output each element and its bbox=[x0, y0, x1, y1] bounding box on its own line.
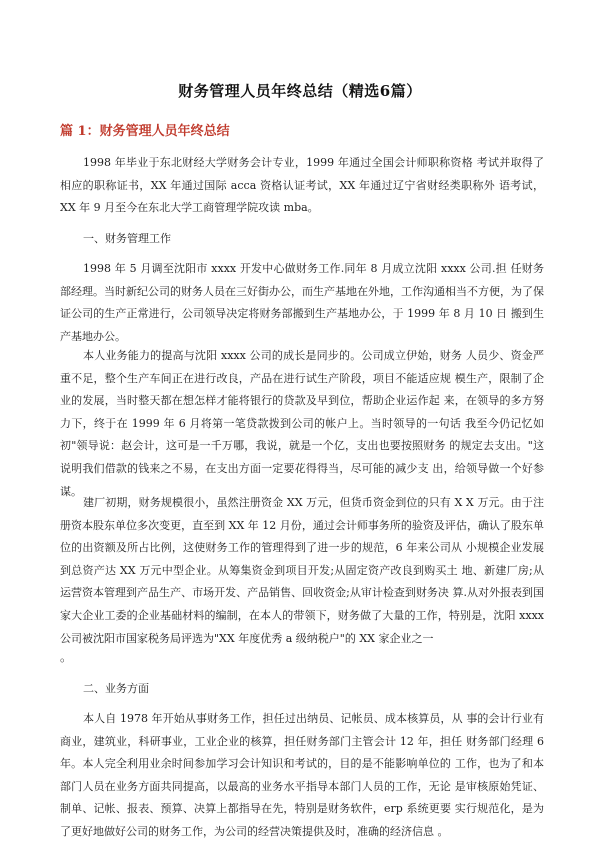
document-title: 财务管理人员年终总结（精选6篇） bbox=[178, 82, 422, 100]
trailing-period: 。 bbox=[60, 650, 73, 664]
paragraph-business-experience: 本人自 1978 年开始从事财务工作，担任过出纳员、记帐员、成本核算员，从 事的会计行业有商业，建筑业，科研事业，工业企业的核算，担任财务部门主管会计 12 年，担任 财务部门经理 6 年。本人完全利用业余时间参加学习会计知识和考试的，目的是不能影响单位的 工作，也为了和本部门人员在业务方面共同提高，以最高的业务水平指导本部门人员的工作，无论 是审核原始凭证、制单、记帐、报表、预算、决算上都指导在先，特别是财务软件，erp 系统更要 实行规范化，是为了更好地做好公司的财务工作，为公司的经营决策提供及时，准确的经济信息 。 bbox=[60, 712, 544, 838]
section-title: 篇 1：财务管理人员年终总结 bbox=[60, 124, 230, 139]
heading-financial-management: 一、财务管理工作 bbox=[83, 232, 171, 245]
paragraph-capability: 本人业务能力的提高与沈阳 xxxx 公司的成长是同步的。公司成立伊始，财务 人员少、资金严重不足，整个生产车间正在进行改良，产品在进行试生产阶段，项目不能适应规 模生产，限制了企业的发展，当时整天都在想怎样才能将银行的贷款及早到位，帮助企业运作起 来，在领导的多方努力下，终于在 1999 年 6 月将第一笔贷款拨到公司的帐户上。当时领导的一句话 我至今仍记忆如初"领导说：赵会计，这可是一千万哪，我说，就是一个亿，支出也要按照财务 的规定去支出。"这说明我们借款的钱来之不易，在支出方面一定要花得得当，尽可能的减少支 出，给领导做一个好参谋。 bbox=[60, 349, 544, 498]
heading-business: 二、业务方面 bbox=[83, 682, 149, 695]
paragraph-early-stage: 建厂初期，财务规模很小，虽然注册资金 XX 万元，但货币资金到位的只有 X X 万元。由于注册资本股东单位多次变更，直至到 XX 年 12 月份，通过会计师事务所的验资及评估，确认了股东单位的出资额及所占比例，这使财务工作的管理得到了进一步的规范，6 年来公司从 小规模企业发展到总资产达 XX 万元中型企业。从筹集资金到项目开发;从固定资产改良到购买土 地、新建厂房;从运营资本管理到产品生产、市场开发、产品销售、回收资金;从审计检查到财务决 算.从对外报表到国家大企业工委的企业基础材料的编制，在本人的带领下，财务做了大量的工作，特别是，沈阳 xxxx 公司被沈阳市国家税务局评选为"XX 年度优秀 a 级纳税户"的 XX 家企业之一 bbox=[60, 496, 544, 645]
paragraph-work-history: 1998 年 5 月调至沈阳市 xxxx 开发中心做财务工作.同年 8 月成立沈阳 xxxx 公司.担 任财务部经理。当时新纪公司的财务人员在三好街办公，而生产基地在外地，工作沟通相当不方便，为了保证公司的生产正常进行，公司领导决定将财务部搬到生产基地办公，于 1999 年 8 月 10 日 搬到生产基地办公。 bbox=[60, 262, 544, 343]
paragraph-education: 1998 年毕业于东北财经大学财务会计专业，1999 年通过全国会计师职称资格 考试并取得了相应的职称证书，XX 年通过国际 acca 资格认证考试，XX 年通过辽宁省财经类职称外 语考试，XX 年 9 月至今在东北大学工商管理学院攻读 mba。 bbox=[60, 156, 544, 215]
